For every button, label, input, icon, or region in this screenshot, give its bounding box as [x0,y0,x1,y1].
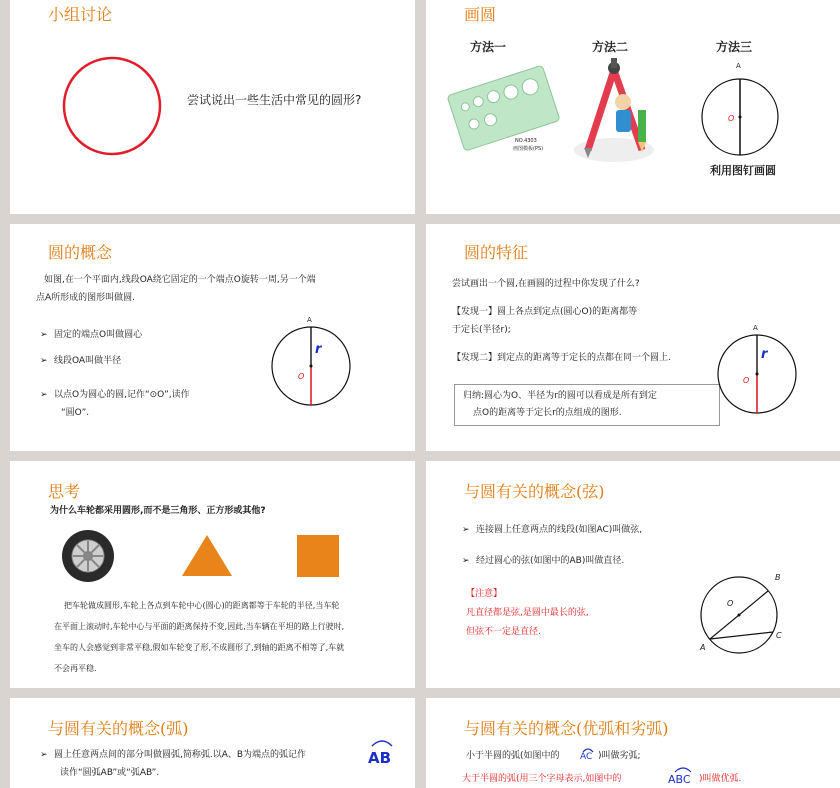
arrow-bullet-icon: ➢ [462,525,470,535]
arc-ab-notation: AB [368,749,392,767]
slide-major-minor-arc [426,698,840,788]
bullet-notation-line-2: “圆O”. [61,408,90,418]
major-arc-text-start: 大于半圆的弧(用三个字母表示,如图中的 [462,774,622,784]
radius-r-label: r [315,342,322,357]
question: 为什么车轮都采用圆形,而不是三角形、正方形或其他? [50,506,266,516]
ruler-code: NO.4303 [515,138,537,144]
point-a-label: A [736,62,741,70]
explanation-line-3: 坐车的人会感觉到非常平稳,假如车轮变了形,不成圆形了,到轴的距离不相等了,车就 [54,643,345,652]
radius-r-label: r [761,347,768,362]
method-3-label: 方法三 [716,40,753,54]
point-a-label: A [307,316,312,324]
point-a-label: A [700,643,706,652]
major-arc-abc-notation: ABC [668,773,691,786]
slide-title: 思考 [48,482,81,501]
arrow-bullet-icon: ➢ [40,750,48,760]
point-o-label: O [727,599,734,608]
intro-line-1: 如图,在一个平面内,线段OA绕它固定的一个端点O旋转一周,另一个端 [44,275,316,285]
slide-title: 与圆有关的概念(弧) [48,719,189,738]
bullet-text: 经过圆心的弦(如图中的AB)叫做直径. [476,556,625,566]
method-3-caption: 利用图钉画圆 [710,164,776,177]
slide-arc [10,698,415,788]
bullet-text: 以点O为圆心的圆,记作“⊙O”,读作 [54,390,190,400]
slide-title: 与圆有关的概念(优弧和劣弧) [464,719,669,738]
point-c-label: C [776,631,782,640]
slide-title: 圆的特征 [464,243,529,262]
slide-circle-concept [10,224,415,451]
finding-1-line-2: 于定长(半径r); [452,325,511,335]
point-b-label: B [775,573,781,582]
arrow-bullet-icon: ➢ [40,356,48,366]
bullet-arc-line-2: 读作“圆弧AB”或“弧AB”. [60,768,160,778]
summary-line-1: 归纳:圆心为O、半径为r的圆可以看成是所有到定 [463,391,657,401]
explanation-line-1: 把车轮做成圆形,车轮上各点到车轮中心(圆心)的距离都等于车轮的半径,当车轮 [64,601,340,610]
note-line-1: 凡直径都是弦,是圆中最长的弦, [466,608,589,618]
slide-title: 圆的概念 [48,243,113,262]
explanation-line-4: 不会再平稳. [54,664,97,673]
finding-1-line-1: 【发现一】圆上各点到定点(圆心O)的距离都等 [452,307,638,317]
explanation-line-2: 在平面上滚动时,车轮中心与平面的距离保持不变,因此,当车辆在平坦的路上行驶时, [54,622,345,631]
point-o-label: O [743,376,750,385]
minor-arc-text-start: 小于半圆的弧(如图中的 [466,751,560,761]
point-a-label: A [753,324,758,332]
bullet-text: 线段OA叫做半径 [54,356,122,366]
question: 尝试画出一个圆,在画圆的过程中你发现了什么? [452,279,640,289]
discussion-question: 尝试说出一些生活中常见的圆形? [187,93,362,107]
minor-arc-text-end: )叫做劣弧; [598,751,641,761]
method-1-label: 方法一 [470,40,507,54]
note-line-2: 但弦不一定是直径. [466,627,541,637]
pushpin-circle-diagram [426,0,840,214]
slide-title: 与圆有关的概念(弦) [464,482,605,501]
point-o-label: O [728,114,735,123]
slide-chord [426,461,840,688]
slide-draw-circle [426,0,840,214]
intro-line-2: 点A所形成的图形叫做圆. [36,293,136,303]
circle-radius-diagram [10,224,415,451]
slide-think [10,461,415,688]
summary-line-2: 点O的距离等于定长r的点组成的图形. [473,408,622,418]
arrow-bullet-icon: ➢ [462,556,470,566]
minor-arc-ac-notation: AC [580,752,593,762]
note-heading: 【注意】 [466,589,503,599]
arrow-bullet-icon: ➢ [40,330,48,340]
bullet-text: 固定的端点O叫做圆心 [54,330,143,340]
slide-group-discussion [10,0,415,214]
method-2-label: 方法二 [592,40,629,54]
finding-2: 【发现二】到定点的距离等于定长的点都在同一个圆上. [452,353,671,363]
circle-radius-diagram [426,224,840,451]
major-arc-text-end: )叫做优弧. [699,774,742,784]
ruler-subtitle: 画图模板(PS) [513,146,544,152]
arrow-bullet-icon: ➢ [40,390,48,400]
bullet-text: 圆上任意两点间的部分叫做圆弧,简称弧.以A、B为端点的弧记作 [54,750,307,760]
slide-circle-features [426,224,840,451]
slide-title: 小组讨论 [48,5,113,24]
slide-title: 画圆 [464,5,497,24]
arc-symbol-icon [10,698,415,788]
point-o-label: O [298,372,305,381]
bullet-text: 连接圆上任意两点的线段(如图AC)叫做弦, [476,525,643,535]
